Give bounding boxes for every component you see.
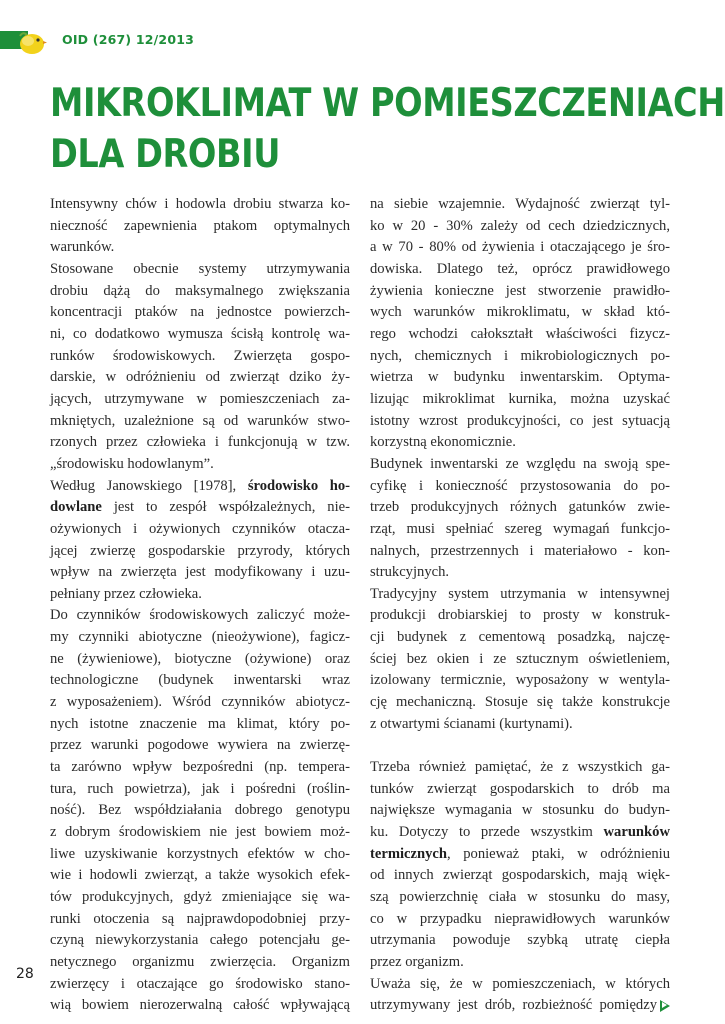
text-line [50, 692, 350, 714]
text-line [370, 605, 670, 627]
text-line [370, 844, 670, 866]
text-line-content: technologiczne (budynek inwentarski wraz [50, 672, 350, 689]
text-line-content: na siebie wzajemnie. Wydajność zwierząt tyl- [370, 196, 670, 212]
text-line-content: koncentracji ptaków na jednostce powierzch- [50, 304, 350, 321]
text-line [50, 670, 350, 692]
text-line-content: nych istotne znaczenie ma klimat, który po- [50, 715, 350, 732]
bold-term: środowisko ho- [247, 477, 351, 494]
text-line-content: runków środowiskowych. Zwierzęta gospo- [50, 347, 350, 364]
text-line-content: darskie, w odróżnieniu od zwierząt dziko ży- [50, 369, 350, 386]
text-line [50, 562, 350, 584]
text-line [370, 670, 670, 692]
text-line-content: „środowisku hodowlanym”. [50, 455, 214, 472]
text-line [50, 411, 350, 433]
article-title [50, 78, 725, 180]
text-line [370, 822, 670, 844]
text-line-content: przez organizm. [370, 953, 464, 970]
text-line-content: utrzymania powoduje szybką utratę ciepła [370, 932, 670, 949]
text-line-content: Do czynników środowiskowych zaliczyć może- [50, 607, 350, 624]
text-line [50, 605, 350, 627]
text-line [50, 757, 350, 779]
text-line-content: z wyposażeniem). Wśród czynników abiotycz- [50, 694, 350, 711]
text-line-content: pełniany przez człowieka. [50, 585, 202, 602]
text-line [370, 930, 670, 952]
bold-term: dowlane [50, 499, 102, 516]
text-line [50, 800, 350, 822]
text-line-content: Stosowane obecnie systemy utrzymywania [50, 260, 350, 277]
text-line-content: izolowany termicznie, wyposażony w wentyla- [370, 672, 670, 689]
text-line-content: cję mechaniczną. Stosuje się także konstrukcje [370, 694, 670, 711]
text-line-content: tunków zwierząt gospodarskich to drób ma [370, 780, 670, 797]
text-line-content: utrzymywany jest drób, rozbieżność pomiędzy [370, 997, 657, 1014]
text-line [370, 909, 670, 931]
text-line-content: liwe uzyskiwanie korzystnych efektów w cho- [50, 845, 350, 862]
text-line [50, 259, 350, 281]
text-line-content: szą powierzchnię ciała w stosunku do masy, [370, 888, 670, 905]
text-line-content: nalnych, przestrzennych i materiałowo - kon- [370, 542, 670, 559]
text-line-content: tura, ruch powietrza), jak i pośredni (roślin- [50, 780, 350, 797]
text-line-content: produkcji drobiarskiej to prosty w konstruk- [370, 607, 670, 624]
text-line-content: cyfikę i konieczność przystosowania do po- [370, 477, 670, 494]
text-line-content: jących, utrzymywane w pomieszczeniach za- [50, 390, 350, 407]
chick-logo-icon [14, 28, 48, 56]
left-text-column [50, 194, 350, 1017]
text-line-content: lizując mikroklimat kurnika, można uzyskać [370, 390, 670, 407]
text-line [370, 887, 670, 909]
text-line-content: Uważa się, że w pomieszczeniach, w których [370, 975, 670, 992]
text-line [370, 541, 670, 563]
text-line [370, 324, 670, 346]
text-line [50, 865, 350, 887]
text-line [50, 194, 350, 216]
text-line-content: Tradycyjny system utrzymania w intensywnej [370, 585, 670, 602]
text-line-content: ożywionych i ożywionych czynników otacza- [50, 520, 350, 537]
text-line [370, 346, 670, 368]
text-line [50, 541, 350, 563]
text-line [50, 216, 350, 238]
text-line-content: czyną niewykorzystania całego potencjału ge- [50, 932, 350, 949]
text-line [50, 281, 350, 303]
text-line [370, 995, 670, 1017]
text-line-content: ko w 20 - 30% zależy od cech dziedzicznych, [370, 217, 670, 234]
text-line [50, 909, 350, 931]
text-line [50, 735, 350, 757]
text-line-content: z dobrym środowiskiem nie jest bowiem moż- [50, 824, 350, 841]
text-line-content: trzeb produkcyjnych różnych gatunków zwie- [370, 499, 670, 516]
text-line-content: największe wymagania w stosunku do budyn- [370, 802, 670, 819]
text-line-content: wią bowiem nierozerwalną całość wpływającą [50, 997, 350, 1014]
text-line [370, 519, 670, 541]
article-title-line: DLA DROBIU [50, 132, 281, 177]
text-line [370, 497, 670, 519]
right-text-column [370, 194, 670, 1017]
text-line [50, 952, 350, 974]
text-line [370, 649, 670, 671]
article-title-line: MIKROKLIMAT W POMIESZCZENIACH [50, 81, 725, 126]
bold-term: warunków [603, 824, 670, 841]
text-line-content: Budynek inwentarski ze względu na swoją spe- [370, 455, 670, 472]
text-line [50, 389, 350, 411]
text-line-content: rzonych przez człowieka i funkcjonują w tzw. [50, 434, 350, 451]
text-line-content: wych warunków mikroklimatu, w skład któ- [370, 304, 670, 321]
text-line-content: wietrza w budynku inwentarskim. Optyma- [370, 369, 670, 386]
text-line-content: a w 70 - 80% od żywienia i otaczającego je śro- [370, 239, 670, 256]
text-line [50, 779, 350, 801]
text-line [370, 476, 670, 498]
text-line-content: ku. Dotyczy to przede wszystkim [370, 824, 604, 841]
text-line-content: rego wchodzi całokształt właściwości fizycz- [370, 325, 670, 342]
text-line [50, 432, 350, 454]
text-line-content: Trzeba również pamiętać, że z wszystkich ga- [370, 759, 670, 776]
continue-arrow-icon [660, 1000, 670, 1012]
text-line [370, 454, 670, 476]
text-line-content: istotny wzrost produkcyjności, co jest sytuacją [370, 412, 670, 429]
text-line [50, 995, 350, 1017]
text-line [370, 367, 670, 389]
text-line [370, 627, 670, 649]
text-line-content: co w przypadku nieprawidłowych warunków [370, 910, 670, 927]
text-line-content: korzystną ekonomicznie. [370, 434, 516, 451]
text-line [50, 324, 350, 346]
text-line [50, 627, 350, 649]
text-line-content: jącej zwierzę gospodarskie przyrody, których [50, 542, 350, 559]
text-line [370, 584, 670, 606]
text-line-content: tów produkcyjnych, gdyż zmieniające się wa- [50, 889, 350, 905]
text-line [50, 237, 350, 259]
page-number: 28 [16, 966, 34, 982]
text-line [370, 194, 670, 216]
text-line-content: żywienia konieczne jest stworzenie prawidło- [370, 282, 670, 299]
text-line-content: nieczność zapewnienia ptakom optymalnych [50, 217, 350, 234]
text-line [370, 800, 670, 822]
text-line-content: netycznego organizmu zwierzęcia. Organizm [50, 953, 350, 970]
text-line-content: , ponieważ ptaki, w odróżnieniu [447, 845, 670, 862]
text-line-content: mkniętych, uzależnione są od warunków stwo- [50, 412, 350, 429]
text-line [370, 411, 670, 433]
text-line [370, 779, 670, 801]
text-line [50, 476, 350, 498]
text-line-content: Według Janowskiego [1978], [50, 477, 248, 494]
text-line [370, 259, 670, 281]
text-line [50, 519, 350, 541]
text-line-content: drobiu dążą do maksymalnego zwiększania [50, 282, 350, 299]
text-line [50, 367, 350, 389]
text-line [370, 389, 670, 411]
text-line-content: dowiska. Dlatego też, oprócz prawidłowego [370, 260, 670, 277]
text-line [50, 887, 350, 909]
text-line [50, 974, 350, 996]
text-line [370, 432, 670, 454]
text-line-content: wpływ na zwierzęta jest modyfikowany i uzu- [50, 564, 350, 581]
text-line-content: warunków. [50, 239, 115, 256]
text-line-content: Intensywny chów i hodowla drobiu stwarza ko- [50, 196, 350, 212]
text-line [370, 974, 670, 996]
text-line [370, 302, 670, 324]
text-line [370, 562, 670, 584]
text-line-content: ne (żywieniowe), biotyczne (ożywione) oraz [50, 650, 350, 667]
text-line-content: od innych zwierząt gospodarskich, mają więk- [370, 867, 670, 884]
text-line [50, 714, 350, 736]
paragraph-gap [370, 735, 670, 757]
text-line-content: my czynniki abiotyczne (nieożywione), fagicz- [50, 629, 350, 646]
text-line-content: ni, co dodatkowo wymusza ścisłą kontrolę wa- [50, 325, 350, 342]
text-line [370, 216, 670, 238]
text-line-content: runki otoczenia są najprawdopodobniej przy- [50, 910, 350, 927]
text-line [370, 237, 670, 259]
text-line [50, 302, 350, 324]
text-line [50, 844, 350, 866]
text-line-content: ność). Bez współdziałania dobrego genotypu [50, 802, 350, 819]
text-line-content: z otwartymi ścianami (kurtynami). [370, 715, 573, 732]
text-line [50, 346, 350, 368]
issue-label: OID (267) 12/2013 [62, 32, 195, 47]
text-line [370, 281, 670, 303]
text-line [370, 865, 670, 887]
text-line-content: jest to zespół współzależnych, nie- [101, 499, 350, 516]
text-line [50, 454, 350, 476]
text-line [370, 952, 670, 974]
text-line-content: nych, chemicznych i mikrobiologicznych po- [370, 347, 670, 364]
text-line-content: cji budynek z cementową posadzką, najczę- [370, 629, 670, 646]
text-line-content: ta zarówno wpływ bezpośredni (np. tempera- [50, 759, 350, 776]
text-line-content: ściej bez okien i ze sztucznym oświetleniem, [370, 650, 670, 667]
text-line [370, 757, 670, 779]
text-line [50, 497, 350, 519]
text-line [370, 692, 670, 714]
text-line [370, 714, 670, 736]
text-line-content: rząt, musi spełniać szereg wymagań funkcjo- [370, 520, 670, 537]
text-line [50, 649, 350, 671]
text-line-content: wie i hodowli zwierząt, a także wysokich efek- [50, 867, 350, 884]
text-line [50, 584, 350, 606]
text-line [50, 930, 350, 952]
text-line-content: zwierzęcy i otaczające go środowisko stano- [50, 975, 350, 992]
text-line-content: przez warunki pogodowe wywiera na zwierzę- [50, 737, 350, 754]
bold-term: termicznych [370, 845, 447, 862]
text-line-content: strukcyjnych. [370, 564, 450, 581]
text-line [50, 822, 350, 844]
